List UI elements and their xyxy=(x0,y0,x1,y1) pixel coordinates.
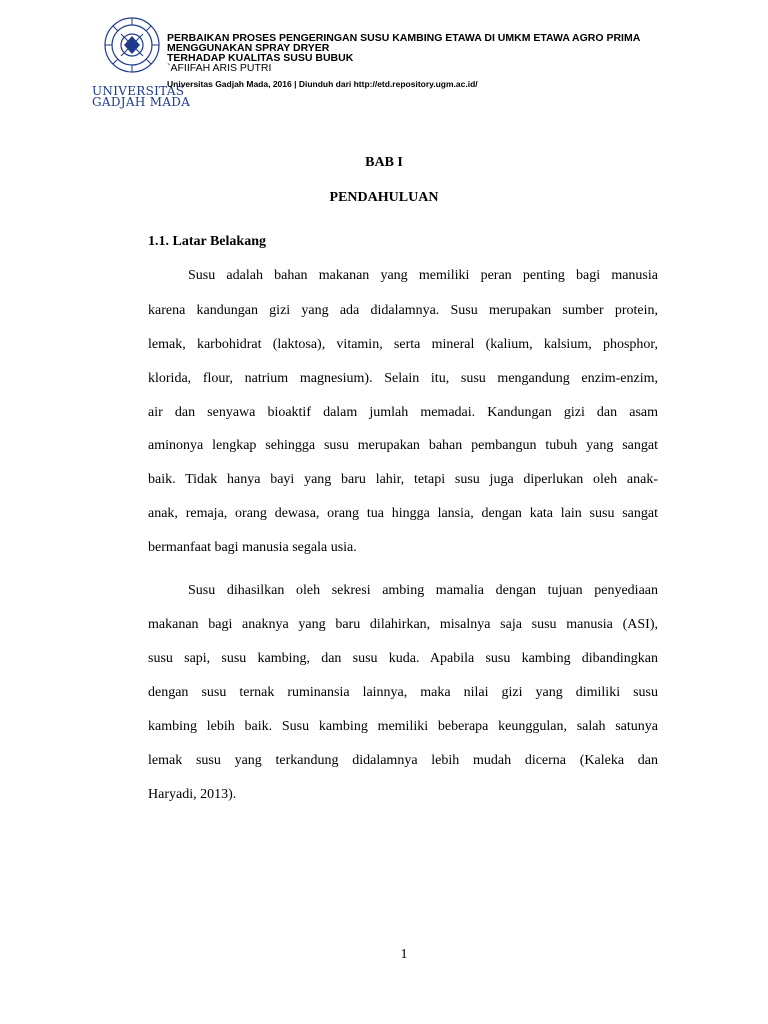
header-title-line1: PERBAIKAN PROSES PENGERINGAN SUSU KAMBING ETAWA DI UMKM ETAWA AGRO PRIMA xyxy=(167,32,641,44)
paragraph-line: klorida, flour, natrium magnesium). Selain itu, susu mengandung enzim-enzim, xyxy=(148,371,658,386)
paragraph-line: air dan senyawa bioaktif dalam jumlah memadai. Kandungan gizi dan asam xyxy=(148,405,658,420)
header-title-line3: TERHADAP KUALITAS SUSU BUBUK xyxy=(167,52,354,64)
ugm-emblem-icon xyxy=(102,14,162,76)
logo-text-line1: UNIVERSITAS xyxy=(92,84,185,98)
paragraph-line: lemak, karbohidrat (laktosa), vitamin, serta mineral (kalium, kalsium, phosphor, xyxy=(148,337,658,352)
paragraph-line: kambing lebih baik. Susu kambing memiliki beberapa keunggulan, salah satunya xyxy=(148,719,658,734)
paragraph-line: aminonya lengkap sehingga susu merupakan bahan pembangun tubuh yang sangat xyxy=(148,438,658,453)
paragraph-line: anak, remaja, orang dewasa, orang tua hingga lansia, dengan kata lain susu sangat xyxy=(148,506,658,521)
paragraph-line: Susu dihasilkan oleh sekresi ambing mamalia dengan tujuan penyediaan xyxy=(188,583,658,598)
paragraph-line: karena kandungan gizi yang ada didalamnya. Susu merupakan sumber protein, xyxy=(148,303,658,318)
paragraph-line: susu sapi, susu kambing, dan susu kuda. Apabila susu kambing dibandingkan xyxy=(148,651,658,666)
paragraph-line: bermanfaat bagi manusia segala usia. xyxy=(148,540,357,555)
paragraph-line: lemak susu yang terkandung didalamnya lebih mudah dicerna (Kaleka dan xyxy=(148,753,658,768)
page-number: 1 xyxy=(400,947,408,962)
paragraph-line: Haryadi, 2013). xyxy=(148,787,237,802)
logo-text-line2: GADJAH MADA xyxy=(92,95,191,109)
header-source: Universitas Gadjah Mada, 2016 | Diunduh dari http://etd.repository.ugm.ac.id/ xyxy=(167,79,478,89)
paragraph-line: baik. Tidak hanya bayi yang baru lahir, tetapi susu juga diperlukan oleh anak- xyxy=(148,472,658,487)
header-author: `AFIIFAH ARIS PUTRI xyxy=(167,62,272,74)
paragraph-line: makanan bagi anaknya yang baru dilahirkan, misalnya saja susu manusia (ASI), xyxy=(148,617,658,632)
section-heading: 1.1. Latar Belakang xyxy=(148,234,266,249)
chapter-number: BAB I xyxy=(365,155,403,170)
university-logo xyxy=(92,14,191,109)
paragraph-line: Susu adalah bahan makanan yang memiliki peran penting bagi manusia xyxy=(188,268,658,283)
chapter-title: PENDAHULUAN xyxy=(329,190,439,205)
paragraph-line: dengan susu ternak ruminansia lainnya, maka nilai gizi yang dimiliki susu xyxy=(148,685,658,700)
header-title-line2: MENGGUNAKAN SPRAY DRYER xyxy=(167,42,330,54)
